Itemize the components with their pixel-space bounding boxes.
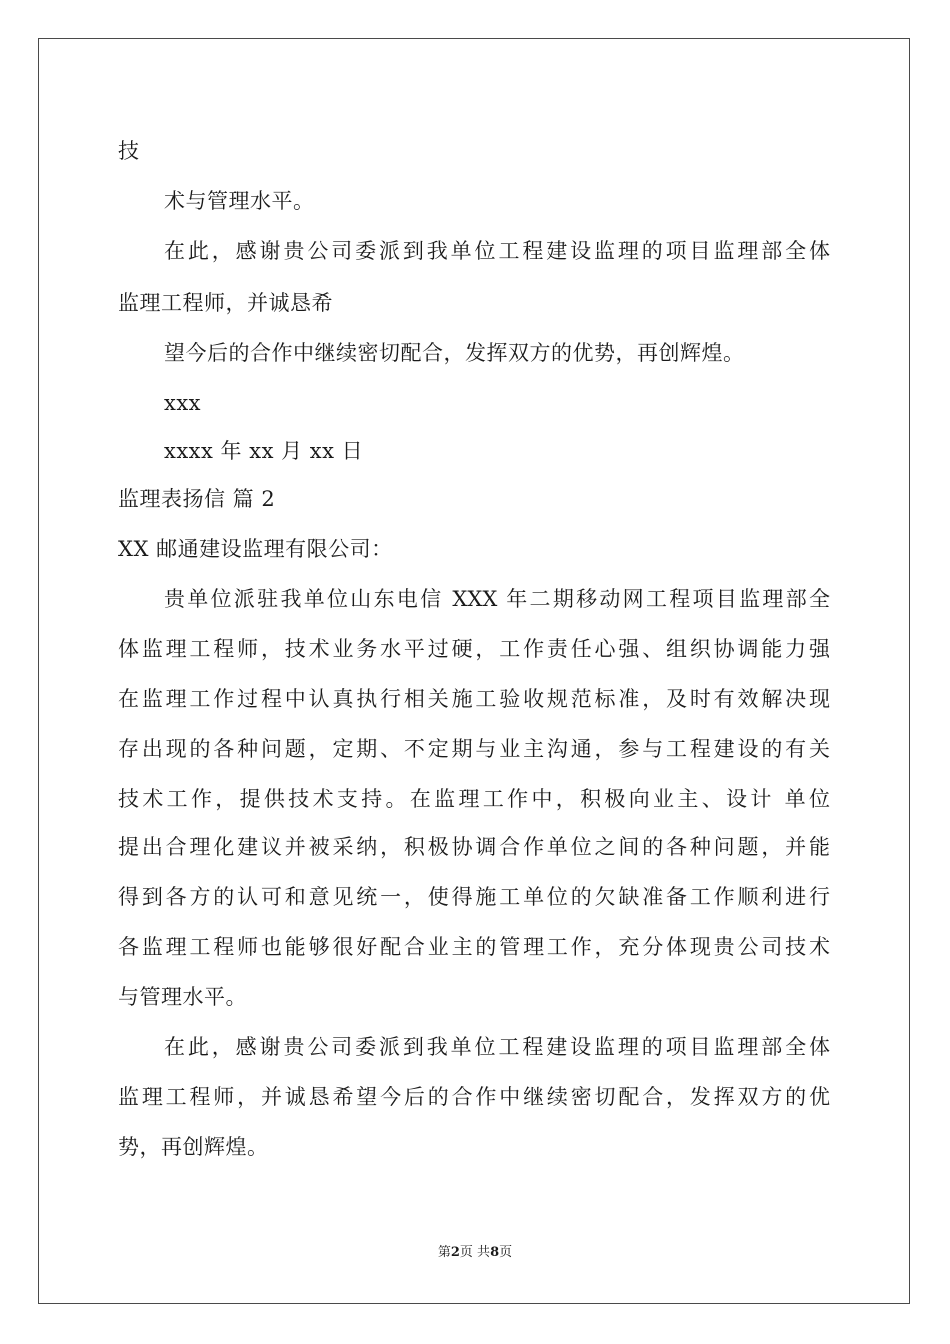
text-line: 在此，感谢贵公司委派到我单位工程建设监理的项目监理部全体 <box>164 239 830 263</box>
section-heading: 监理表扬信 篇 2 <box>118 487 276 511</box>
salutation: XX 邮通建设监理有限公司： <box>118 537 393 561</box>
page-mid: 页 共 <box>459 1245 491 1260</box>
text-line: 存出现的各种问题，定期、不定期与业主沟通，参与工程建设的有关 <box>118 737 830 761</box>
page-footer <box>0 1244 950 1262</box>
text-line: 监理工程师，并诚恳希 <box>118 291 333 315</box>
page-suffix: 页 <box>499 1245 513 1260</box>
page-border <box>38 38 910 1304</box>
text-line: 势，再创辉煌。 <box>118 1135 269 1159</box>
text-line: 贵单位派驻我单位山东电信 XXX 年二期移动网工程项目监理部全 <box>164 587 830 611</box>
text-line: 提出合理化建议并被采纳，积极协调合作单位之间的各种问题，并能 <box>118 835 830 859</box>
text-line: 技 <box>118 139 140 163</box>
text-line: 在监理工作过程中认真执行相关施工验收规范标准，及时有效解决现 <box>118 687 830 711</box>
page-prefix: 第 <box>437 1245 451 1260</box>
text-line: 各监理工程师也能够很好配合业主的管理工作，充分体现贵公司技术 <box>118 935 830 959</box>
text-line: xxxx 年 xx 月 xx 日 <box>164 439 364 463</box>
page-total: 8 <box>490 1245 500 1260</box>
text-line: 在此，感谢贵公司委派到我单位工程建设监理的项目监理部全体 <box>164 1035 830 1059</box>
text-line: 体监理工程师，技术业务水平过硬，工作责任心强、组织协调能力强 <box>118 637 830 661</box>
text-line: 技术工作，提供技术支持。在监理工作中，积极向业主、设计 单位 <box>118 787 830 811</box>
page-current: 2 <box>450 1245 460 1260</box>
text-line: 得到各方的认可和意见统一，使得施工单位的欠缺准备工作顺利进行 <box>118 885 830 909</box>
text-line: 术与管理水平。 <box>164 189 315 213</box>
text-line: 监理工程师，并诚恳希望今后的合作中继续密切配合，发挥双方的优 <box>118 1085 830 1109</box>
text-line: 望今后的合作中继续密切配合，发挥双方的优势，再创辉煌。 <box>164 341 745 365</box>
text-line: 与管理水平。 <box>118 985 247 1009</box>
text-line: xxx <box>164 391 202 415</box>
